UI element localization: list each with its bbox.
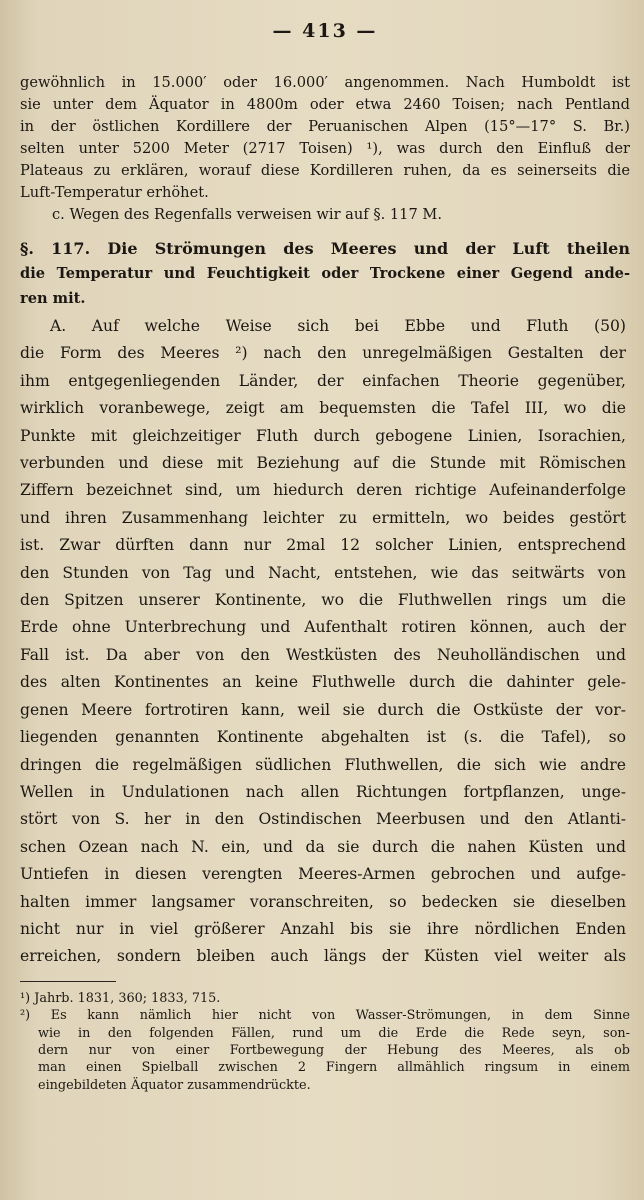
text-line: den Stunden von Tag und Nacht, entstehen, wie das seitwärts von <box>20 563 626 582</box>
footnote-2: ²) Es kann nämlich hier nicht von Wasser-Strömungen, in dem Sinne <box>20 1008 630 1024</box>
text-line: stört von S. her in den Ostindischen Meerbusen und den Atlanti- <box>20 810 626 829</box>
text-line: ist. Zwar dürften dann nur 2mal 12 solcher Linien, entsprechend <box>20 536 626 555</box>
text-line: und ihren Zusammenhang leichter zu ermitteln, wo beides gestört <box>20 508 626 527</box>
text-line: Untiefen in diesen verengten Meeres-Armen gebrochen und aufge- <box>20 865 626 884</box>
text-line: nicht nur in viel größerer Anzahl bis sie ihre nördlichen Enden <box>20 919 626 938</box>
text-line: verbunden und diese mit Beziehung auf die Stunde mit Römischen <box>20 454 626 473</box>
text-line: genen Meere fortrotiren kann, weil sie durch die Ostküste der vor- <box>20 700 626 719</box>
note-c: c. Wegen des Regenfalls verweisen wir auf §. 117 M. <box>52 206 442 223</box>
text-line: Erde ohne Unterbrechung und Aufenthalt rotiren können, auch der <box>20 618 626 637</box>
footnote-line: dern nur von einer Fortbewegung der Hebung des Meeres, als ob <box>38 1042 630 1058</box>
text-line: des alten Kontinentes an keine Fluthwelle durch die dahinter gele- <box>20 673 626 692</box>
heading-line: ren mit. <box>20 290 86 307</box>
footnote-line: man einen Spielball zwischen 2 Fingern allmählich ringsum in einem <box>38 1060 630 1076</box>
text-line: liegenden genannten Kontinente abgehalten ist (s. die Tafel), so <box>20 728 626 747</box>
footnote-divider <box>20 981 116 982</box>
text-line: sie unter dem Äquator in 4800m oder etwa 2460 Toisen; nach Pentland <box>20 96 630 113</box>
text-line: Luft-Temperatur erhöhet. <box>20 184 209 201</box>
text-line: halten immer langsamer voranschreiten, so bedecken sie dieselben <box>20 892 626 911</box>
text-line: dringen die regelmäßigen südlichen Fluthwellen, die sich wie andre <box>20 755 626 774</box>
footnote-1: ¹) Jahrb. 1831, 360; 1833, 715. <box>20 990 221 1006</box>
text-line: Ziffern bezeichnet sind, um hiedurch deren richtige Aufeinanderfolge <box>20 481 626 500</box>
text-line: wirklich voranbewege, zeigt am bequemsten die Tafel III, wo die <box>20 399 626 418</box>
main-paragraph <box>20 313 630 971</box>
footnote-line: wie in den folgenden Fällen, rund um die Erde die Rede seyn, son- <box>38 1025 630 1041</box>
text-line: ihm entgegenliegenden Länder, der einfachen Theorie gegenüber, <box>20 371 626 390</box>
text-line: die Form des Meeres ²) nach den unregelmäßigen Gestalten der <box>20 344 626 363</box>
text-line: schen Ozean nach N. ein, und da sie durch die nahen Küsten und <box>20 837 626 856</box>
text-line: A. Auf welche Weise sich bei Ebbe und Fluth (50) <box>50 317 626 335</box>
footnote-line: eingebildeten Äquator zusammendrückte. <box>38 1077 311 1093</box>
text-line: Fall ist. Da aber von den Westküsten des Neuholländischen und <box>20 645 626 664</box>
text-line: selten unter 5200 Meter (2717 Toisen) ¹), was durch den Einfluß der <box>20 140 630 157</box>
text-line: den Spitzen unserer Kontinente, wo die Fluthwellen rings um die <box>20 591 626 610</box>
text-line: in der östlichen Kordillere der Peruanischen Alpen (15°—17° S. Br.) <box>20 118 630 135</box>
heading-line: die Temperatur und Feuchtigkeit oder Trockene einer Gegend ande- <box>20 265 630 282</box>
heading-line: §. 117. Die Strömungen des Meeres und der Luft theilen <box>20 239 630 258</box>
footnotes <box>20 990 630 1094</box>
text-line: Wellen in Undulationen nach allen Richtungen fortpflanzen, unge- <box>20 782 626 801</box>
intro-paragraph <box>20 72 630 226</box>
text-line: erreichen, sondern bleiben auch längs der Küsten viel weiter als <box>20 947 626 966</box>
text-line: Plateaus zu erklären, worauf diese Kordilleren ruhen, da es seinerseits die <box>20 162 630 179</box>
section-heading <box>20 236 630 311</box>
page-number: — 413 — <box>272 20 378 42</box>
text-line: gewöhnlich in 15.000′ oder 16.000′ angenommen. Nach Humboldt ist <box>20 74 630 91</box>
text-line: Punkte mit gleichzeitiger Fluth durch gebogene Linien, Isorachien, <box>20 426 626 445</box>
